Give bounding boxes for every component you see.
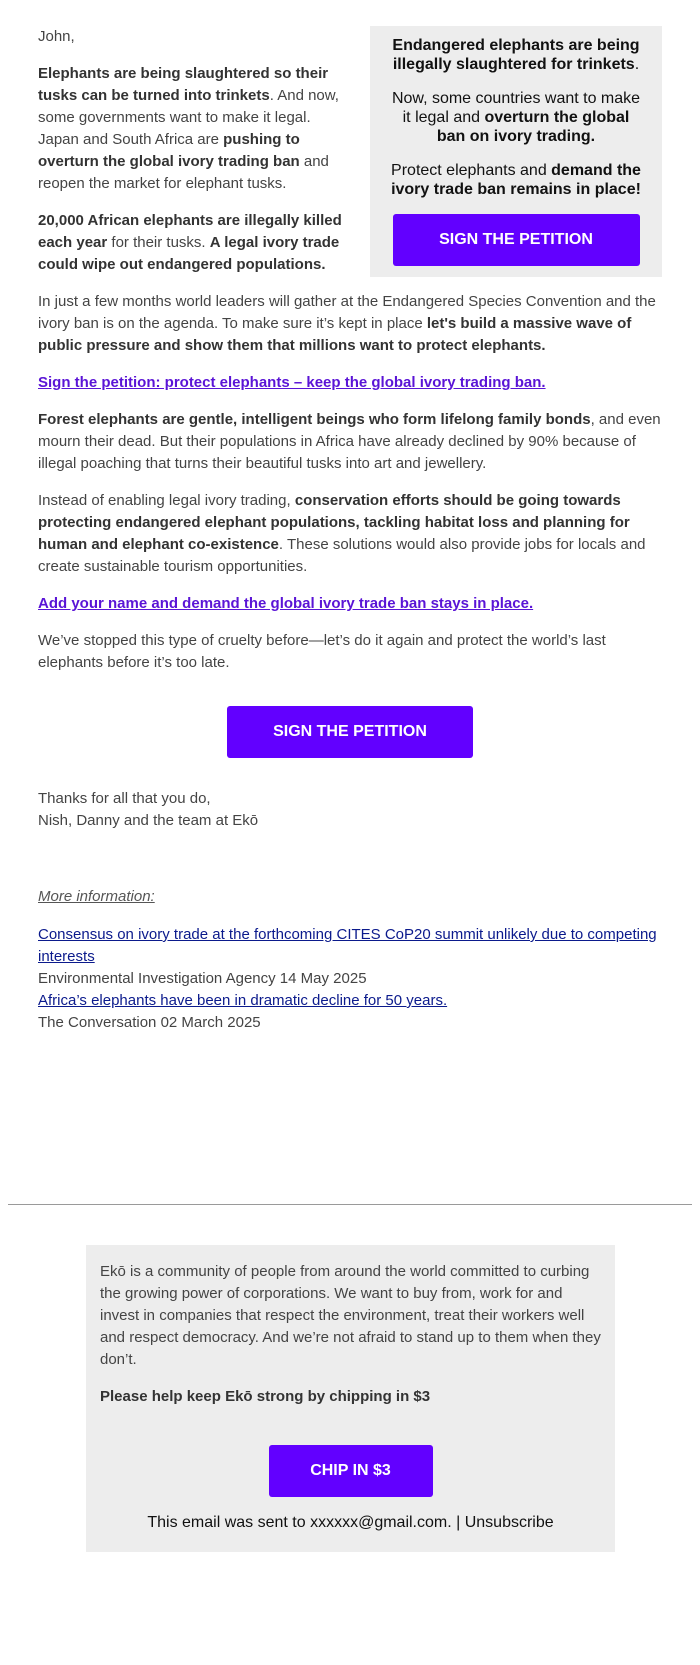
callout-line-1: Endangered elephants are being illegally slaughtered for trinkets. bbox=[392, 37, 640, 73]
footer-divider bbox=[8, 1204, 692, 1205]
reference-list bbox=[38, 924, 662, 1034]
petition-link-2-wrap bbox=[38, 593, 662, 615]
sign-petition-button-side[interactable]: SIGN THE PETITION bbox=[393, 214, 640, 266]
footer-about: Ekō is a community of people from around the world committed to curbing the growing power of corporations. We want to buy from, work for and invest in companies that respect the environment, treat their workers well and respect democracy. And we’re not afraid to stand up to them when they don’t. bbox=[100, 1263, 601, 1368]
signoff-line-2: Nish, Danny and the team at Ekō bbox=[38, 812, 259, 829]
more-info-label: More information: bbox=[38, 888, 155, 905]
reference-link-2[interactable]: Africa’s elephants have been in dramatic decline for 50 years. bbox=[38, 992, 448, 1009]
paragraph-forest-elephants: Forest elephants are gentle, intelligent beings who form lifelong family bonds, and even mourn their dead. But their populations in Africa have already declined by 90% because of illegal poaching that turns their beautiful tusks into art and jewellery. bbox=[38, 411, 661, 472]
email-body bbox=[38, 26, 662, 1034]
sign-petition-button-main[interactable]: SIGN THE PETITION bbox=[227, 706, 473, 758]
callout-line-2: Now, some countries want to make it legal and overturn the global ban on ivory trading. bbox=[391, 90, 641, 145]
paragraph-convention: In just a few months world leaders will gather at the Endangered Species Convention and the ivory ban is on the agenda. To make sure it’s kept in place let's build a massive wave of public pressure and show them that millions want to protect elephants. bbox=[38, 293, 656, 354]
paragraph-conservation: Instead of enabling legal ivory trading, conservation efforts should be going towards protecting endangered elephant populations, tackling habitat loss and planning for human and elephant co-existence. These solutions would also provide jobs for locals and create sustainable tourism opportunities. bbox=[38, 492, 646, 575]
signoff-line-1: Thanks for all that you do, bbox=[38, 790, 211, 807]
footer-box bbox=[86, 1245, 615, 1552]
callout-line-3: Protect elephants and demand the ivory trade ban remains in place! bbox=[391, 162, 641, 198]
paragraph-intro: Elephants are being slaughtered so their tusks can be turned into trinkets. And now, some governments want to make it legal. Japan and South Africa are pushing to overturn the global ivory trading ban and reopen the market for elephant tusks. bbox=[38, 65, 339, 192]
petition-link-1-wrap bbox=[38, 372, 662, 394]
sent-to-unsubscribe[interactable]: This email was sent to xxxxxx@gmail.com. | Unsubscribe bbox=[147, 1514, 554, 1531]
petition-link-1[interactable]: Sign the petition: protect elephants – keep the global ivory trading ban. bbox=[38, 374, 546, 391]
reference-link-1[interactable]: Consensus on ivory trade at the forthcoming CITES CoP20 summit unlikely due to competing interests bbox=[38, 926, 657, 965]
petition-link-2[interactable]: Add your name and demand the global ivory trade ban stays in place. bbox=[38, 595, 534, 612]
reference-source-2: The Conversation 02 March 2025 bbox=[38, 1014, 261, 1031]
reference-source-1: Environmental Investigation Agency 14 May 2025 bbox=[38, 970, 367, 987]
footer-ask: Please help keep Ekō strong by chipping in $3 bbox=[100, 1388, 431, 1405]
petition-callout-box bbox=[370, 26, 662, 277]
paragraph-stats: 20,000 African elephants are illegally killed each year for their tusks. A legal ivory trade could wipe out endangered populations. bbox=[38, 212, 342, 273]
paragraph-closing: We’ve stopped this type of cruelty before—let’s do it again and protect the world’s last elephants before it’s too late. bbox=[38, 632, 606, 671]
greeting: John, bbox=[38, 28, 75, 45]
chip-in-button[interactable]: CHIP IN $3 bbox=[269, 1445, 433, 1497]
